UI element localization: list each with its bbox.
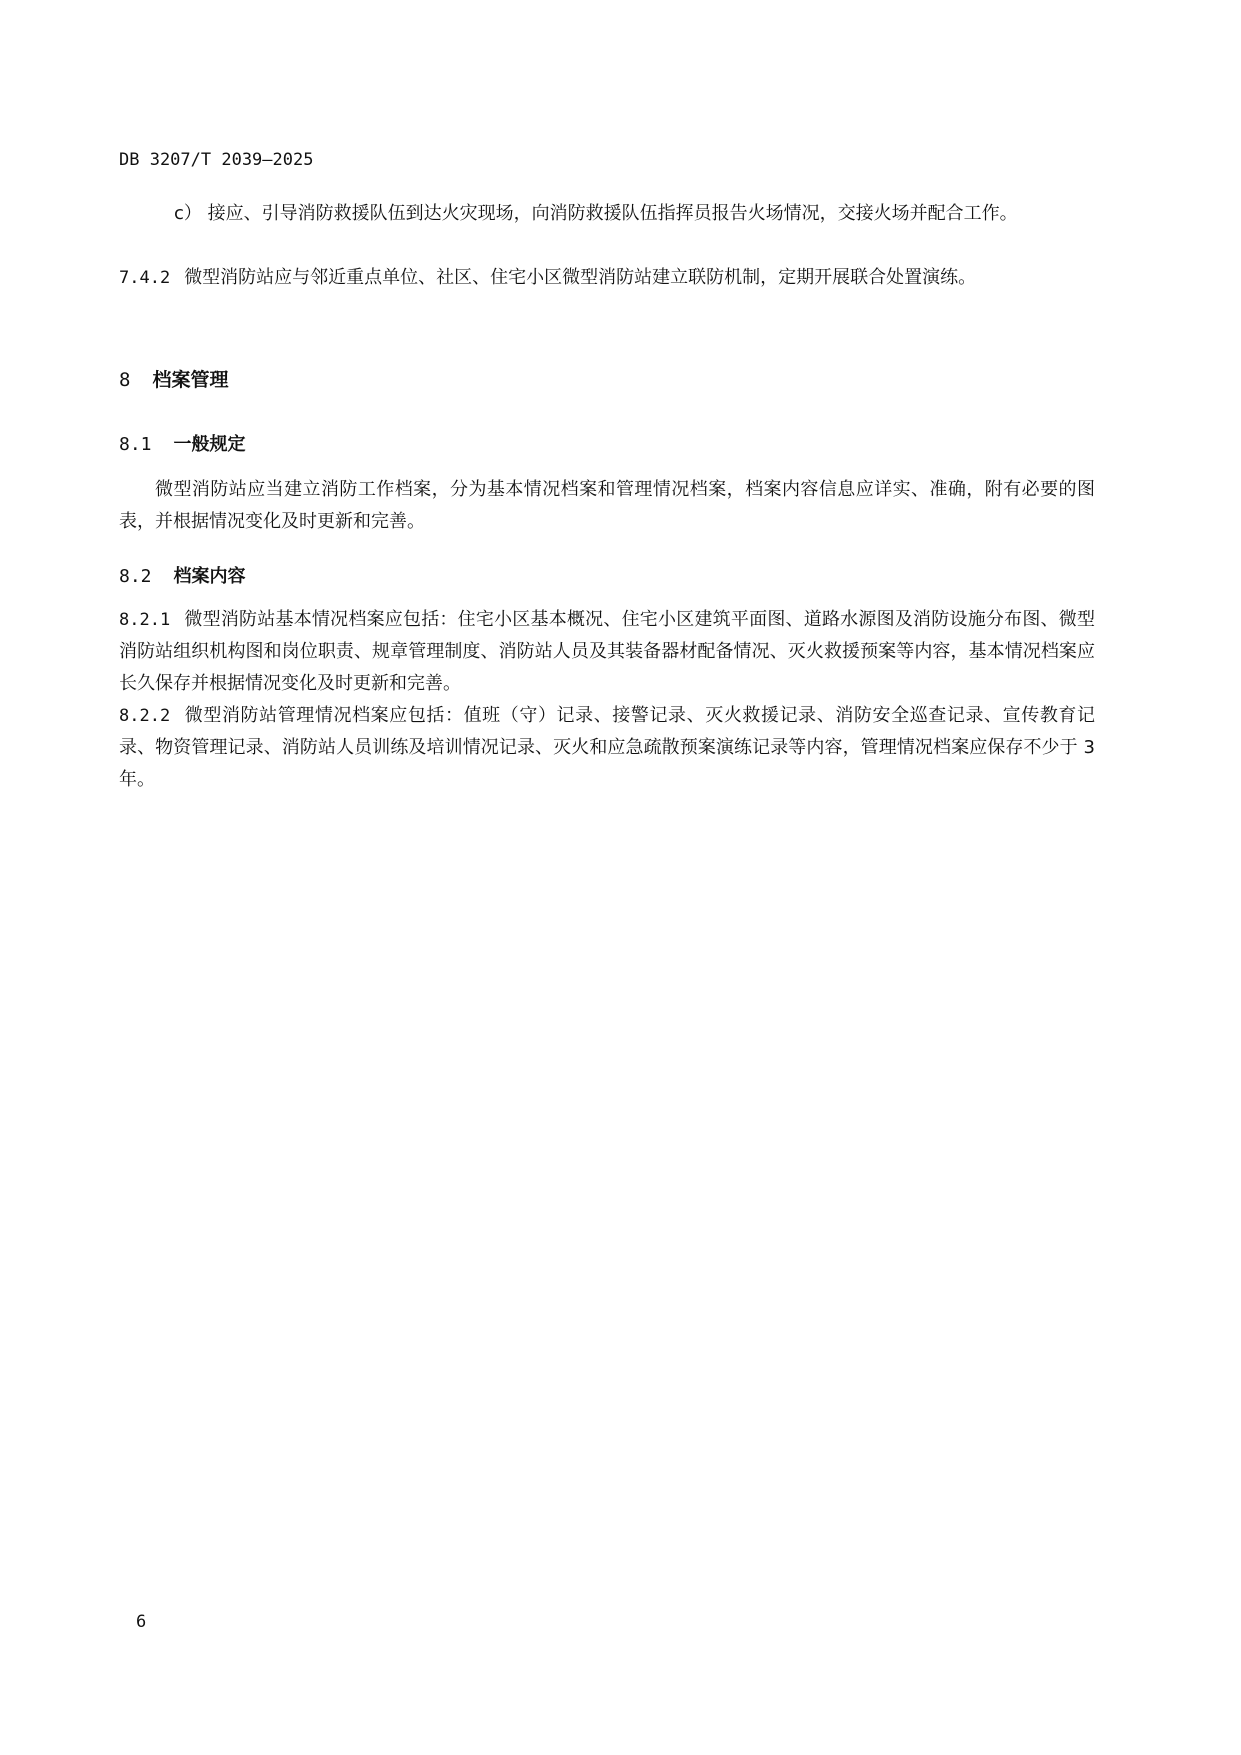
clause-7-4-2: [119, 262, 1095, 294]
clause-8-2-2: [119, 700, 1095, 796]
section-number: 8.2: [119, 566, 152, 587]
clause-text: 微型消防站管理情况档案应包括：值班（守）记录、接警记录、灭火救援记录、消防安全巡查记录、宣传教育记录、物资管理记录、消防站人员训练及培训情况记录、灭火和应急疏散预案演练记录等内容，管理情况档案应保存不少于 3 年。: [119, 705, 1095, 790]
page-number: 6: [136, 1612, 147, 1632]
section-heading-8-2: [119, 562, 246, 588]
section-number: 8.1: [119, 434, 152, 455]
clause-number: 8.2.1: [119, 610, 171, 630]
list-item-text: 接应、引导消防救援队伍到达火灾现场，向消防救援队伍指挥员报告火场情况，交接火场并配合工作。: [207, 203, 1018, 224]
clause-8-2-1: [119, 604, 1095, 700]
document-header-id: DB 3207/T 2039—2025: [119, 150, 314, 170]
clause-number: 7.4.2: [119, 268, 171, 288]
clause-text: 微型消防站基本情况档案应包括：住宅小区基本概况、住宅小区建筑平面图、道路水源图及消防设施分布图、微型消防站组织机构图和岗位职责、规章管理制度、消防站人员及其装备器材配备情况、灭火救援预案等内容，基本情况档案应长久保存并根据情况变化及时更新和完善。: [119, 609, 1095, 694]
list-item-c: [119, 198, 1177, 230]
paragraph-8-1: 微型消防站应当建立消防工作档案，分为基本情况档案和管理情况档案，档案内容信息应详实、准确，附有必要的图表，并根据情况变化及时更新和完善。: [119, 479, 1095, 532]
clause-text: 微型消防站应与邻近重点单位、社区、住宅小区微型消防站建立联防机制，定期开展联合处置演练。: [184, 267, 977, 288]
section-title: 档案管理: [152, 369, 229, 391]
section-heading-8-1: [119, 430, 246, 456]
section-title: 档案内容: [173, 566, 246, 587]
section-heading-8: [119, 365, 228, 392]
clause-number: 8.2.2: [119, 706, 171, 726]
section-title: 一般规定: [173, 434, 246, 455]
list-item-label: c）: [174, 203, 202, 224]
section-number: 8: [119, 369, 131, 391]
